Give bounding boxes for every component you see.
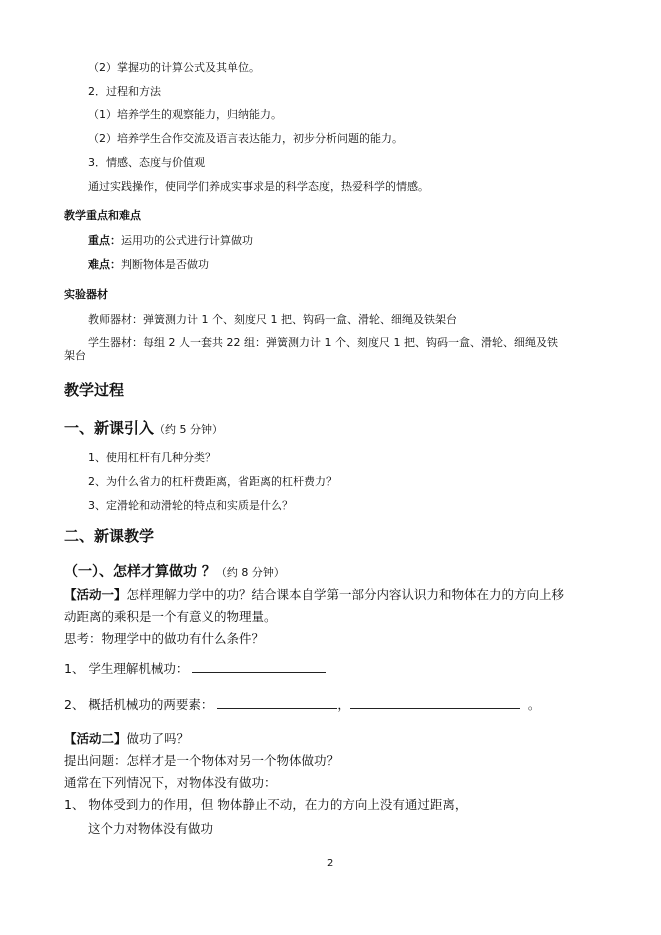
difficulty-text: 判断物体是否做功 bbox=[121, 258, 209, 271]
activity1-line-1 bbox=[64, 587, 564, 603]
think-question: 思考：物理学中的做功有什么条件？ bbox=[64, 631, 265, 646]
fill-2-blank-2[interactable] bbox=[350, 697, 520, 709]
page-number: 2 bbox=[327, 858, 334, 869]
intro-time: （约 5 分钟） bbox=[154, 423, 224, 436]
activity2-text: 做功了吗？ bbox=[126, 731, 190, 746]
goal-emotion: 通过实践操作，使同学们养成实事求是的科学态度，热爱科学的情感。 bbox=[88, 180, 429, 193]
case1-line-2: 这个力对物体没有做功 bbox=[88, 821, 214, 836]
fill-2-comma: ， bbox=[337, 697, 350, 712]
intro-question-1: 1、使用杠杆有几种分类？ bbox=[88, 451, 216, 464]
activity1-line-2: 动距离的乘积是一个有意义的物理量。 bbox=[64, 609, 277, 624]
key-points-heading: 教学重点和难点 bbox=[64, 209, 141, 222]
teach-title: 二、新课教学 bbox=[64, 527, 155, 545]
activity2-label: 【活动二】 bbox=[64, 731, 127, 746]
equipment-teacher: 教师器材：弹簧测力计 1 个、刻度尺 1 把、钩码一盒、滑轮、细绳及铁架台 bbox=[88, 313, 457, 326]
fill-1-text: 1、 学生理解机械功： bbox=[64, 661, 189, 676]
intro-title-line bbox=[64, 419, 223, 439]
sub1-time: （约 8 分钟） bbox=[215, 566, 285, 579]
activity1-label: 【活动一】 bbox=[64, 587, 127, 602]
sub1-title-line bbox=[64, 563, 285, 582]
goal-process-1: （1）培养学生的观察能力，归纳能力。 bbox=[88, 108, 282, 121]
difficulty-label: 难点： bbox=[88, 258, 121, 271]
equipment-heading: 实验器材 bbox=[64, 288, 108, 301]
focus-label: 重点： bbox=[88, 234, 121, 247]
process-heading: 教学过程 bbox=[64, 381, 125, 399]
case1-line-1: 1、 物体受到力的作用，但 物体静止不动，在力的方向上没有通过距离， bbox=[64, 797, 468, 812]
intro-question-3: 3、定滑轮和动滑轮的特点和实质是什么？ bbox=[88, 499, 293, 512]
activity2-line bbox=[64, 731, 189, 747]
fill-2-blank-1[interactable] bbox=[217, 697, 337, 709]
goal-section-2: 2．过程和方法 bbox=[88, 85, 161, 98]
activity1-text: 怎样理解力学中的功？结合课本自学第一部分内容认识力和物体在力的方向上移 bbox=[126, 587, 565, 602]
equipment-student-line-1: 学生器材：每组 2 人一套共 22 组：弹簧测力计 1 个、刻度尺 1 把、钩码一盒、滑轮、细绳及铁 bbox=[88, 336, 558, 349]
goal-process-2: （2）培养学生合作交流及语言表达能力，初步分析问题的能力。 bbox=[88, 132, 403, 145]
goal-line-2: （2）掌握功的计算公式及其单位。 bbox=[88, 61, 260, 74]
fill-2-text: 2、 概括机械功的两要素： bbox=[64, 697, 214, 712]
difficulty-line bbox=[88, 258, 209, 272]
sub1-title: （一）、怎样才算做功 ？ bbox=[64, 564, 216, 580]
equipment-student-line-2: 架台 bbox=[64, 349, 86, 362]
focus-line bbox=[88, 234, 253, 248]
usually-line: 通常在下列情况下，对物体没有做功： bbox=[64, 775, 277, 790]
goal-section-3: 3．情感、态度与价值观 bbox=[88, 156, 205, 169]
ask-question: 提出问题：怎样才是一个物体对另一个物体做功？ bbox=[64, 753, 340, 768]
fill-line-2 bbox=[64, 697, 540, 713]
fill-2-period: 。 bbox=[527, 697, 541, 712]
fill-line-1 bbox=[64, 661, 326, 677]
fill-1-blank[interactable] bbox=[192, 661, 326, 673]
focus-text: 运用功的公式进行计算做功 bbox=[121, 234, 253, 247]
intro-title: 一、新课引入 bbox=[64, 419, 155, 437]
intro-question-2: 2、为什么省力的杠杆费距离，省距离的杠杆费力？ bbox=[88, 475, 337, 488]
